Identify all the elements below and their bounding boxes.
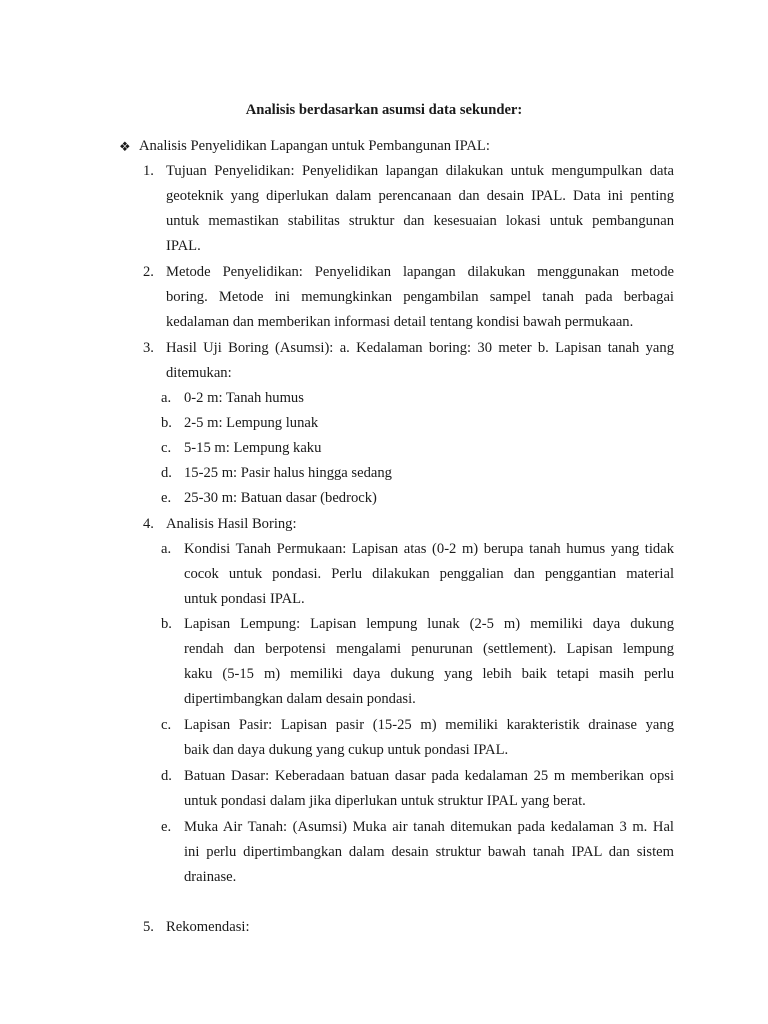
item-4-marker: 4.	[143, 516, 154, 532]
item-3e-marker: e.	[161, 490, 172, 506]
item-4e-marker: e.	[161, 819, 172, 835]
item-4e-line-2: ini perlu dipertimbangkan dalam desain struktur bawah tanah IPAL dan sistem	[184, 844, 674, 860]
item-3-line-1: Hasil Uji Boring (Asumsi): a. Kedalaman boring: 30 meter b. Lapisan tanah yang	[166, 340, 674, 356]
item-4a-marker: a.	[161, 541, 172, 557]
item-1-line-2: geoteknik yang diperlukan dalam perencanaan dan desain IPAL. Data ini penting	[166, 188, 674, 204]
item-1-line-4: IPAL.	[166, 238, 201, 254]
item-4e-line-1: Muka Air Tanah: (Asumsi) Muka air tanah ditemukan pada kedalaman 3 m. Hal	[184, 819, 674, 835]
item-4c-line-1: Lapisan Pasir: Lapisan pasir (15-25 m) memiliki karakteristik drainase yang	[184, 717, 674, 733]
item-3c-marker: c.	[161, 440, 172, 456]
item-3b-text: 2-5 m: Lempung lunak	[184, 415, 319, 431]
item-2-line-1: Metode Penyelidikan: Penyelidikan lapangan dilakukan menggunakan metode	[166, 264, 674, 280]
item-3c-text: 5-15 m: Lempung kaku	[184, 440, 322, 456]
item-5-marker: 5.	[143, 919, 154, 935]
item-3d-marker: d.	[161, 465, 172, 481]
item-3-line-2: ditemukan:	[166, 365, 232, 381]
page-title: Analisis berdasarkan asumsi data sekunder:	[245, 102, 523, 118]
item-3e-text: 25-30 m: Batuan dasar (bedrock)	[184, 490, 377, 506]
item-3a-marker: a.	[161, 390, 172, 406]
item-4a-line-3: untuk pondasi IPAL.	[184, 591, 305, 607]
section-heading: Analisis Penyelidikan Lapangan untuk Pembangunan IPAL:	[139, 138, 490, 154]
item-3d-text: 15-25 m: Pasir halus hingga sedang	[184, 465, 392, 481]
item-4c-marker: c.	[161, 717, 172, 733]
item-1-line-3: untuk memastikan stabilitas struktur dan kesesuaian lokasi untuk pembangunan	[166, 213, 674, 229]
item-5-line-1: Rekomendasi:	[166, 919, 250, 935]
item-3b-marker: b.	[161, 415, 172, 431]
item-4c-line-2: baik dan daya dukung yang cukup untuk pondasi IPAL.	[184, 742, 509, 758]
item-3a-text: 0-2 m: Tanah humus	[184, 390, 304, 406]
item-2-line-3: kedalaman dan memberikan informasi detail tentang kondisi bawah permukaan.	[166, 314, 634, 330]
item-4a-line-2: cocok untuk pondasi. Perlu dilakukan penggalian dan penggantian material	[184, 566, 674, 582]
item-4d-marker: d.	[161, 768, 172, 784]
item-2-marker: 2.	[143, 264, 154, 280]
item-4d-line-2: untuk pondasi dalam jika diperlukan untuk struktur IPAL yang berat.	[184, 793, 586, 809]
item-1-line-1: Tujuan Penyelidikan: Penyelidikan lapangan dilakukan untuk mengumpulkan data	[166, 163, 674, 179]
item-4d-line-1: Batuan Dasar: Keberadaan batuan dasar pada kedalaman 25 m memberikan opsi	[184, 768, 674, 784]
item-3-marker: 3.	[143, 340, 154, 356]
item-4b-marker: b.	[161, 616, 172, 632]
item-4b-line-1: Lapisan Lempung: Lapisan lempung lunak (2-5 m) memiliki daya dukung	[184, 616, 674, 632]
item-4b-line-3: kaku (5-15 m) memiliki daya dukung yang lebih baik tetapi masih perlu	[184, 666, 674, 682]
item-4-line-1: Analisis Hasil Boring:	[166, 516, 297, 532]
item-2-line-2: boring. Metode ini memungkinkan pengambilan sampel tanah pada berbagai	[166, 289, 674, 305]
item-4b-line-4: dipertimbangkan dalam desain pondasi.	[184, 691, 416, 707]
item-4b-line-2: rendah dan berpotensi mengalami penurunan (settlement). Lapisan lempung	[184, 641, 674, 657]
item-4e-line-3: drainase.	[184, 869, 237, 885]
item-4a-line-1: Kondisi Tanah Permukaan: Lapisan atas (0-2 m) berupa tanah humus yang tidak	[184, 541, 674, 557]
item-1-marker: 1.	[143, 163, 154, 179]
section-bullet-icon: ❖	[119, 139, 131, 154]
